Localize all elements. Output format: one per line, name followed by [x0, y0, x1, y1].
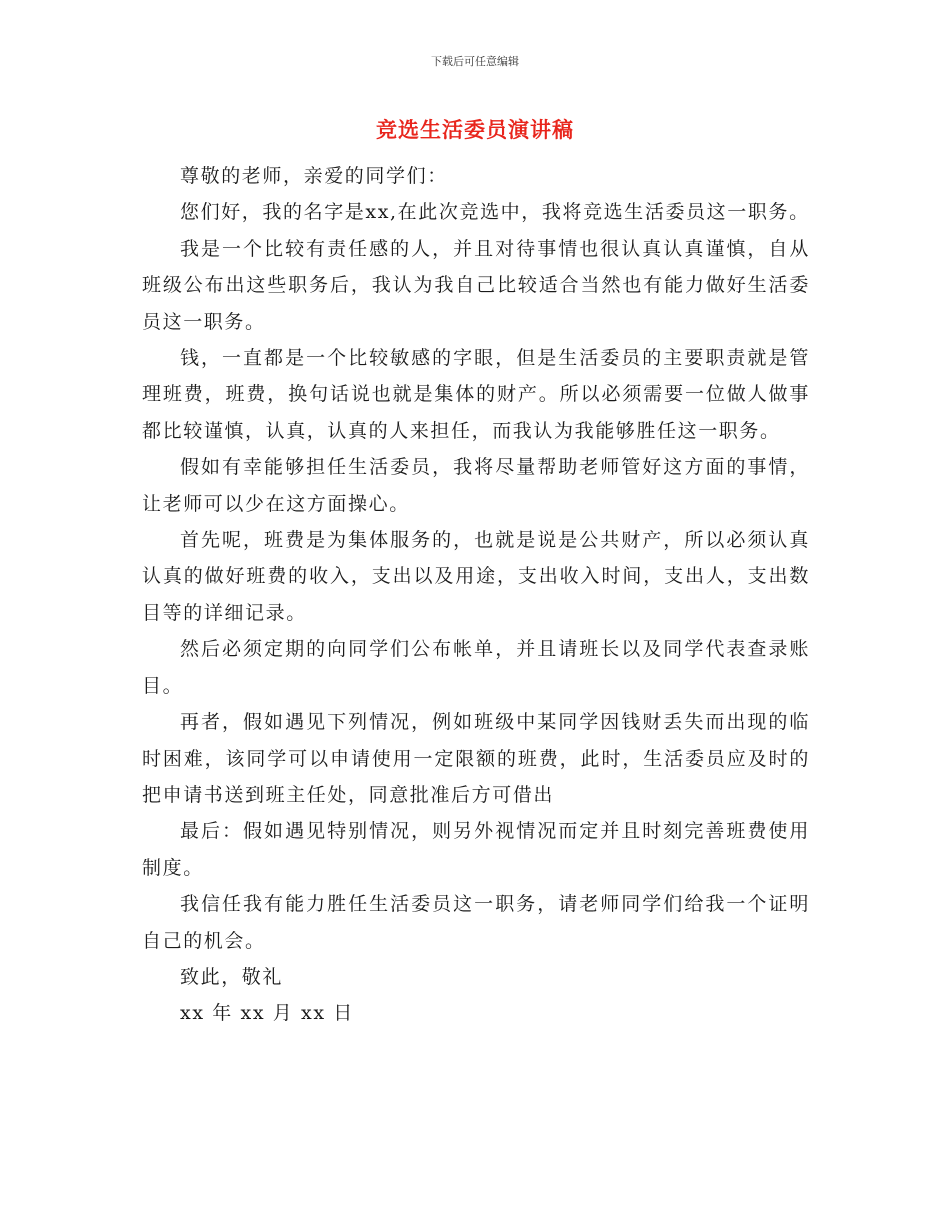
paragraph-responsibility: 我是一个比较有责任感的人，并且对待事情也很认真认真谨慎，自从班级公布出这些职务后，我认为我自己比较适合当然也有能力做好生活委员这一职务。 — [142, 237, 810, 333]
sign-off: 致此，敬礼 — [180, 965, 284, 988]
speech-body — [142, 158, 810, 1032]
paragraph-then: 然后必须定期的向同学们公布帐单，并且请班长以及同学代表查录账目。 — [142, 638, 810, 697]
paragraph-closing: 我信任我有能力胜任生活委员这一职务，请老师同学们给我一个证明自己的机会。 — [142, 893, 810, 952]
paragraph-finally: 最后：假如遇见特别情况，则另外视情况而定并且时刻完善班费使用制度。 — [142, 820, 810, 879]
paragraph-first: 首先呢，班费是为集体服务的，也就是说是公共财产，所以必须认真认真的做好班费的收入，支出以及用途，支出收入时间，支出人，支出数目等的详细记录。 — [142, 529, 810, 624]
document-title: 竞选生活委员演讲稿 — [376, 118, 574, 142]
header-note: 下载后可任意编辑 — [431, 55, 519, 68]
date-line: xx 年 xx 月 xx 日 — [180, 1002, 354, 1025]
paragraph-moreover: 再者，假如遇见下列情况，例如班级中某同学因钱财丢失而出现的临时困难，该同学可以申请使用一定限额的班费，此时，生活委员应及时的把申请书送到班主任处，同意批准后方可借出 — [142, 711, 810, 806]
salutation: 尊敬的老师，亲爱的同学们： — [180, 165, 448, 187]
paragraph-money: 钱，一直都是一个比较敏感的字眼，但是生活委员的主要职责就是管理班费，班费，换句话说也就是集体的财产。所以必须需要一位做人做事都比较谨慎，认真，认真的人来担任，而我认为我能够胜任这一职务。 — [142, 347, 810, 442]
paragraph-if-elected: 假如有幸能够担任生活委员，我将尽量帮助老师管好这方面的事情，让老师可以少在这方面操心。 — [142, 456, 810, 515]
paragraph-greeting: 您们好，我的名字是xx,在此次竞选中，我将竞选生活委员这一职务。 — [180, 201, 810, 224]
